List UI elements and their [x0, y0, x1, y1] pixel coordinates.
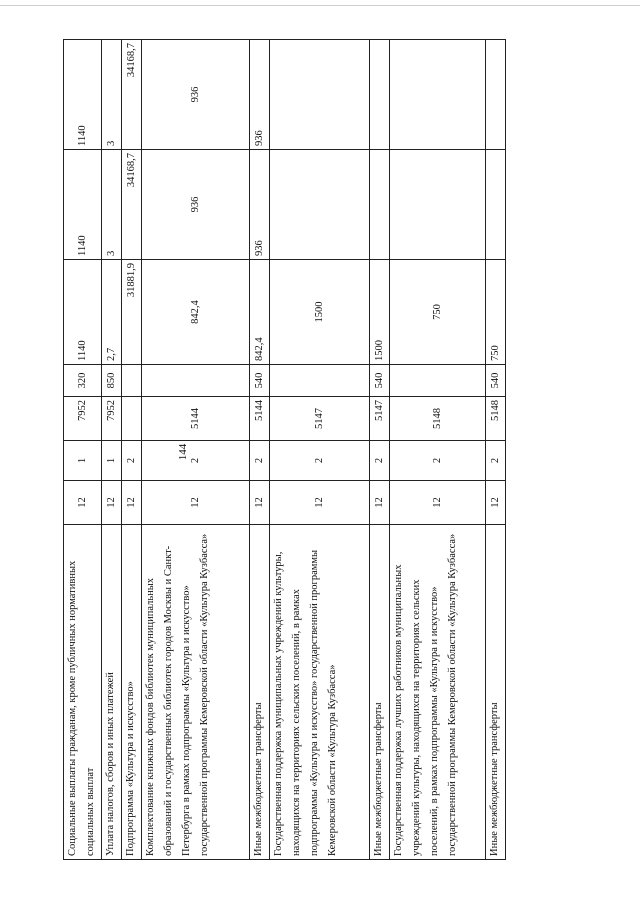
table-row — [486, 40, 506, 860]
cell-expense-type — [270, 365, 370, 397]
cell-sum-year-3: 3 — [102, 40, 122, 150]
table-row — [102, 40, 122, 860]
cell-subsection: 2 — [486, 441, 506, 481]
cell-subsection: 2 — [370, 441, 390, 481]
cell-sum-year-2 — [370, 150, 390, 260]
cell-section: 12 — [390, 481, 486, 525]
row-name: Комплектование книжных фондов библиотек муниципальных образований и государственных библиотек городов Москвы и Санкт-Петербурга в рамках подпрограммы «Культура и искусство» государственной программы Кемеровской области «Культура Кузбасса» — [142, 525, 250, 860]
cell-sum-year-3 — [370, 40, 390, 150]
cell-subsection: 2 — [250, 441, 270, 481]
row-name: Иные межбюджетные трансферты — [370, 525, 390, 860]
cell-expense-type: 540 — [250, 365, 270, 397]
cell-sum-year-1: 750 — [390, 260, 486, 365]
cell-sum-year-3: 34168,7 — [122, 40, 142, 150]
cell-subsection: 1 — [102, 441, 122, 481]
cell-article: 5147 — [370, 397, 390, 441]
cell-subsection: 2 — [390, 441, 486, 481]
cell-article: 7952 — [64, 397, 102, 441]
cell-section: 12 — [370, 481, 390, 525]
cell-sum-year-2: 1140 — [64, 150, 102, 260]
table-row — [390, 40, 486, 860]
table-row — [142, 40, 250, 860]
cell-sum-year-1: 2,7 — [102, 260, 122, 365]
cell-sum-year-3 — [486, 40, 506, 150]
cell-section: 12 — [102, 481, 122, 525]
row-name: Государственная поддержка лучших работников муниципальных учреждений культуры, находящихся на территориях сельских поселений, в рамках подпрограммы «Культура и искусство» государственной программы Кемеровской области «Культура Кузбасса» — [390, 525, 486, 860]
row-name: Уплата налогов, сборов и иных платежей — [102, 525, 122, 860]
cell-section: 12 — [64, 481, 102, 525]
cell-sum-year-1: 842,4 — [142, 260, 250, 365]
row-name: Государственная поддержка муниципальных учреждений культуры, находящихся на территориях сельских поселений, в рамках подпрограммы «Культура и искусство» государственной программы Кемеровской области «Культура Кузбасса» — [270, 525, 370, 860]
cell-sum-year-2: 34168,7 — [122, 150, 142, 260]
cell-expense-type: 320 — [64, 365, 102, 397]
cell-expense-type — [142, 365, 250, 397]
table-row — [64, 40, 102, 860]
row-name: Иные межбюджетные трансферты — [250, 525, 270, 860]
cell-expense-type — [122, 365, 142, 397]
table-row — [270, 40, 370, 860]
cell-sum-year-2: 3 — [102, 150, 122, 260]
cell-sum-year-2 — [270, 150, 370, 260]
cell-section: 12 — [122, 481, 142, 525]
row-name: Подпрограмма «Культура и искусство» — [122, 525, 142, 860]
cell-sum-year-1: 1140 — [64, 260, 102, 365]
cell-article: 5144 — [250, 397, 270, 441]
cell-sum-year-1: 750 — [486, 260, 506, 365]
cell-sum-year-1: 31881,9 — [122, 260, 142, 365]
page-number: 144 — [177, 443, 189, 461]
cell-section: 12 — [486, 481, 506, 525]
budget-table — [63, 39, 506, 860]
cell-sum-year-3 — [390, 40, 486, 150]
table-row — [122, 40, 142, 860]
cell-expense-type — [390, 365, 486, 397]
cell-sum-year-2 — [390, 150, 486, 260]
cell-subsection: 2 — [142, 441, 250, 481]
cell-section: 12 — [142, 481, 250, 525]
rotated-table-container — [63, 40, 505, 860]
cell-article: 5148 — [486, 397, 506, 441]
cell-sum-year-1: 842,4 — [250, 260, 270, 365]
cell-sum-year-2: 936 — [142, 150, 250, 260]
cell-subsection: 1 — [64, 441, 102, 481]
row-name: Социальные выплаты гражданам, кроме публичных нормативных социальных выплат — [64, 525, 102, 860]
cell-expense-type: 540 — [370, 365, 390, 397]
cell-article: 5148 — [390, 397, 486, 441]
cell-expense-type: 540 — [486, 365, 506, 397]
cell-article: 5144 — [142, 397, 250, 441]
cell-article — [122, 397, 142, 441]
cell-expense-type: 850 — [102, 365, 122, 397]
table-row — [250, 40, 270, 860]
cell-section: 12 — [270, 481, 370, 525]
cell-sum-year-1: 1500 — [270, 260, 370, 365]
cell-subsection: 2 — [122, 441, 142, 481]
table-row — [370, 40, 390, 860]
cell-sum-year-2: 936 — [250, 150, 270, 260]
row-name: Иные межбюджетные трансферты — [486, 525, 506, 860]
cell-section: 12 — [250, 481, 270, 525]
cell-sum-year-3: 1140 — [64, 40, 102, 150]
cell-article: 7952 — [102, 397, 122, 441]
top-rule — [0, 5, 640, 6]
cell-sum-year-3: 936 — [142, 40, 250, 150]
cell-sum-year-1: 1500 — [370, 260, 390, 365]
cell-article: 5147 — [270, 397, 370, 441]
cell-sum-year-3 — [270, 40, 370, 150]
cell-sum-year-3: 936 — [250, 40, 270, 150]
cell-subsection: 2 — [270, 441, 370, 481]
cell-sum-year-2 — [486, 150, 506, 260]
